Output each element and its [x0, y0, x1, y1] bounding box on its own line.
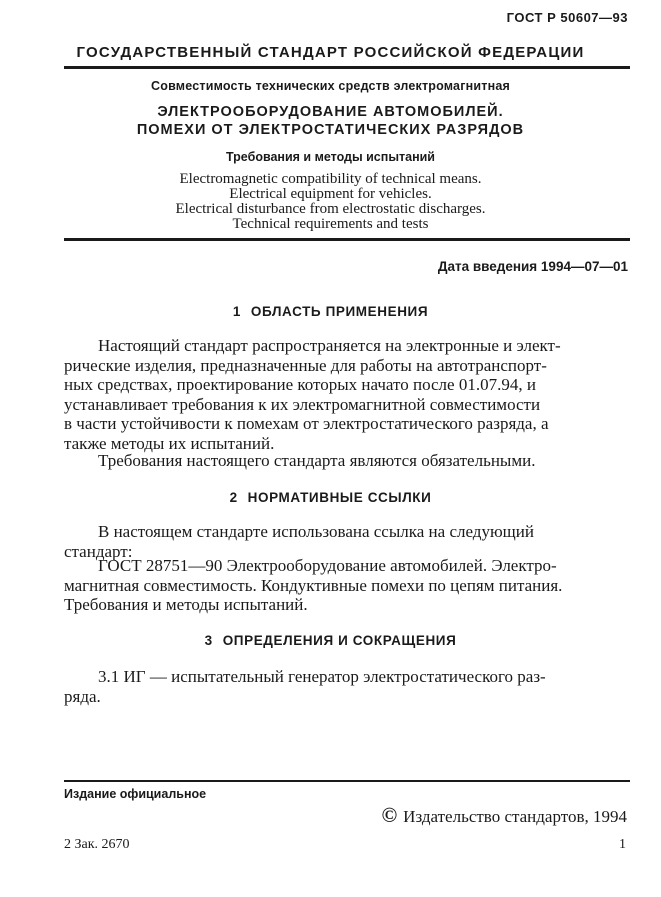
official-edition: Издание официальное — [64, 787, 207, 801]
order-number: 2 Зак. 2670 — [64, 837, 130, 852]
section-1-heading — [0, 304, 661, 319]
section-2-paragraph-2 — [64, 556, 622, 615]
paragraph-line: 3.1 ИГ — испытательный генератор электростатического раз- — [98, 667, 546, 686]
compatibility-line: Совместимость технических средств электромагнитная — [151, 79, 510, 93]
header-rule — [64, 66, 630, 69]
paragraph-line: рические изделия, предназначенные для работы на автотранспорт- — [64, 355, 547, 375]
paragraph-line: также методы их испытаний. — [64, 433, 275, 453]
copyright-symbol: © — [381, 803, 398, 827]
section-3-title: ОПРЕДЕЛЕНИЯ И СОКРАЩЕНИЯ — [222, 633, 457, 648]
section-2-number: 2 — [229, 490, 238, 505]
english-title-line-2: Electrical equipment for vehicles. — [229, 186, 432, 202]
english-title-line-3: Electrical disturbance from electrostatic discharges. — [175, 201, 486, 217]
section-3-paragraph-1 — [64, 667, 622, 706]
paragraph-line: стандарт: — [64, 541, 133, 561]
section-1-paragraph-2 — [64, 451, 622, 471]
paragraph-line: Требования настоящего стандарта являются обязательными. — [98, 451, 536, 470]
paragraph-line: устанавливает требования к их электромагнитной совместимости — [64, 394, 541, 414]
copyright — [381, 803, 627, 828]
paragraph-line: ных средствах, проектирование которых начато после 01.07.94, и — [64, 375, 536, 394]
paragraph-line: магнитная совместимость. Кондуктивные помехи по цепям питания. — [64, 575, 563, 595]
section-1-number: 1 — [232, 304, 241, 319]
paragraph-line: Настоящий стандарт распространяется на электронные и элект- — [98, 336, 561, 355]
english-title-line-1: Electromagnetic compatibility of technical means. — [179, 171, 482, 187]
title-line-1: ЭЛЕКТРООБОРУДОВАНИЕ АВТОМОБИЛЕЙ. — [157, 104, 504, 120]
section-1-title: ОБЛАСТЬ ПРИМЕНЕНИЯ — [250, 304, 429, 319]
paragraph-line: в части устойчивости к помехам от электростатического разряда, а — [64, 414, 549, 433]
section-1-paragraph-1 — [64, 336, 622, 453]
standard-number: ГОСТ Р 50607—93 — [506, 10, 628, 25]
section-2-title: НОРМАТИВНЫЕ ССЫЛКИ — [247, 490, 432, 505]
paragraph-line: В настоящем стандарте использована ссылка на следующий — [98, 522, 534, 541]
section-3-heading — [0, 633, 661, 648]
paragraph-line: ГОСТ 28751—90 Электрооборудование автомобилей. Электро- — [98, 556, 557, 575]
paragraph-line: Требования и методы испытаний. — [64, 595, 308, 614]
title-rule — [64, 238, 630, 241]
english-title-line-4: Technical requirements and tests — [232, 216, 429, 232]
title-line-2: ПОМЕХИ ОТ ЭЛЕКТРОСТАТИЧЕСКИХ РАЗРЯДОВ — [136, 122, 525, 138]
footer-rule — [64, 780, 630, 782]
subtitle: Требования и методы испытаний — [226, 150, 435, 164]
section-2-heading — [0, 490, 661, 505]
section-3-number: 3 — [204, 633, 213, 648]
page-number: 1 — [619, 837, 626, 852]
introduction-date: Дата введения 1994—07—01 — [437, 259, 628, 274]
state-standard-heading: ГОСУДАРСТВЕННЫЙ СТАНДАРТ РОССИЙСКОЙ ФЕДЕРАЦИИ — [76, 44, 585, 61]
copyright-text: Издательство стандартов, 1994 — [403, 807, 627, 826]
paragraph-line: ряда. — [64, 686, 101, 706]
